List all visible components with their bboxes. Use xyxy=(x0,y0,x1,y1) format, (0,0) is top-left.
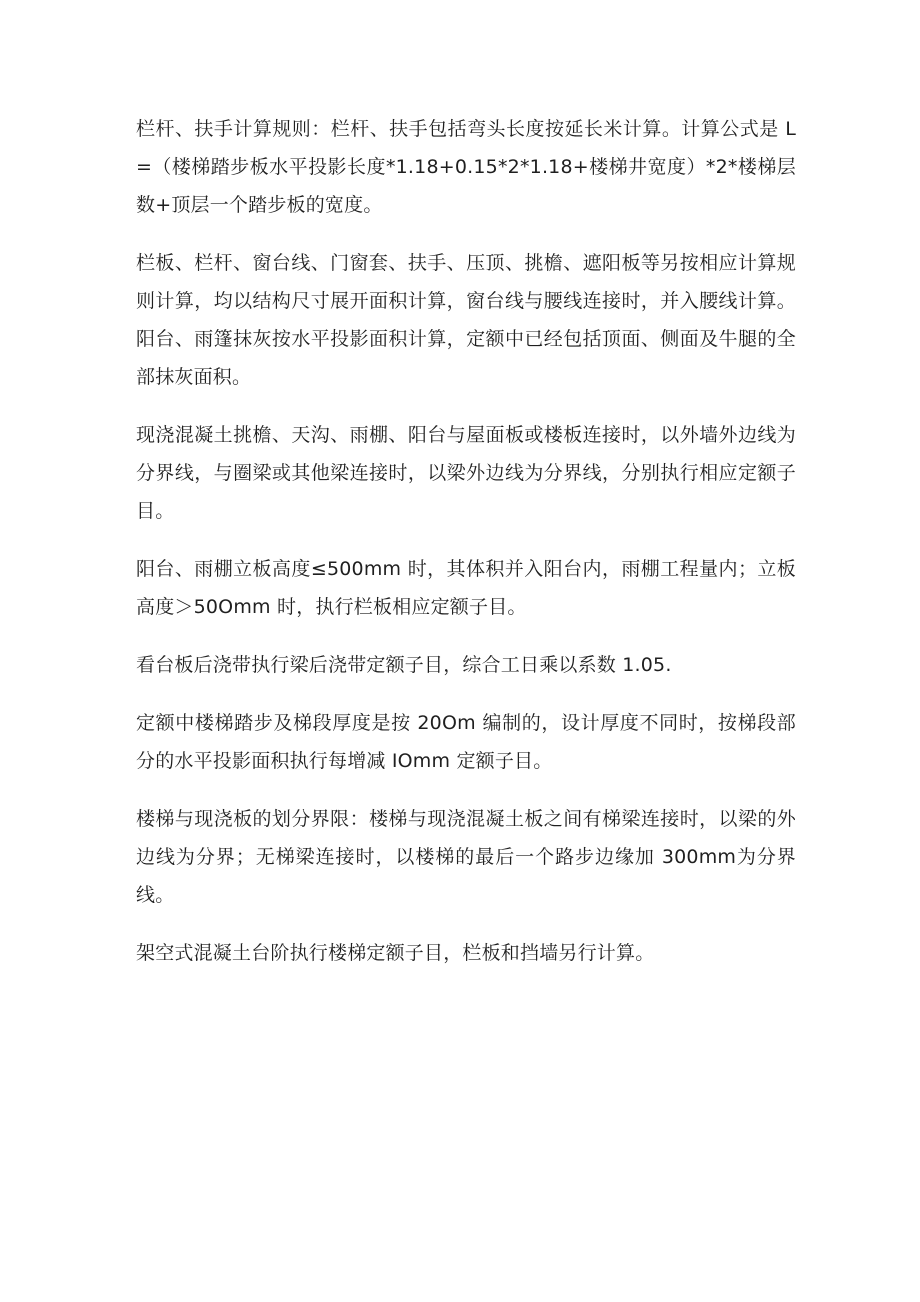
paragraph-balcony-panel-height: 阳台、雨棚立板高度≤500mm 时，其体积并入阳台内，雨棚工程量内；立板高度＞50Omm 时，执行栏板相应定额子目。 xyxy=(136,558,796,618)
paragraph-stand-slab: 看台板后浇带执行梁后浇带定额子目，综合工日乘以系数 1.05. xyxy=(136,654,672,676)
paragraph-railing-rules: 栏杆、扶手计算规则：栏杆、扶手包括弯头长度按延长米计算。计算公式是 L=（楼梯踏步板水平投影长度*1.18+0.15*2*1.18+楼梯井宽度）*2*楼梯层数+顶层一个踏步板的宽度。 xyxy=(136,118,796,216)
document-body xyxy=(136,110,796,992)
paragraph-parapet-rules: 栏板、栏杆、窗台线、门窗套、扶手、压顶、挑檐、遮阳板等另按相应计算规则计算，均以结构尺寸展开面积计算，窗台线与腰线连接时，并入腰线计算。阳台、雨篷抹灰按水平投影面积计算，定额中已经包括顶面、侧面及牛腿的全部抹灰面积。 xyxy=(136,252,796,388)
paragraph-stair-slab-boundary: 楼梯与现浇板的划分界限：楼梯与现浇混凝土板之间有梯梁连接时，以梁的外边线为分界；无梯梁连接时，以楼梯的最后一个路步边缘加 300mm为分界线。 xyxy=(136,808,796,906)
paragraph-stair-thickness: 定额中楼梯踏步及梯段厚度是按 20Om 编制的，设计厚度不同时，按梯段部分的水平投影面积执行每增减 IOmm 定额子目。 xyxy=(136,712,796,772)
paragraph-cast-concrete-eaves: 现浇混凝土挑檐、天沟、雨棚、阳台与屋面板或楼板连接时，以外墙外边线为分界线，与圈梁或其他梁连接时，以梁外边线为分界线，分别执行相应定额子目。 xyxy=(136,424,796,522)
paragraph-elevated-steps: 架空式混凝土台阶执行楼梯定额子目，栏板和挡墙另行计算。 xyxy=(136,942,655,964)
